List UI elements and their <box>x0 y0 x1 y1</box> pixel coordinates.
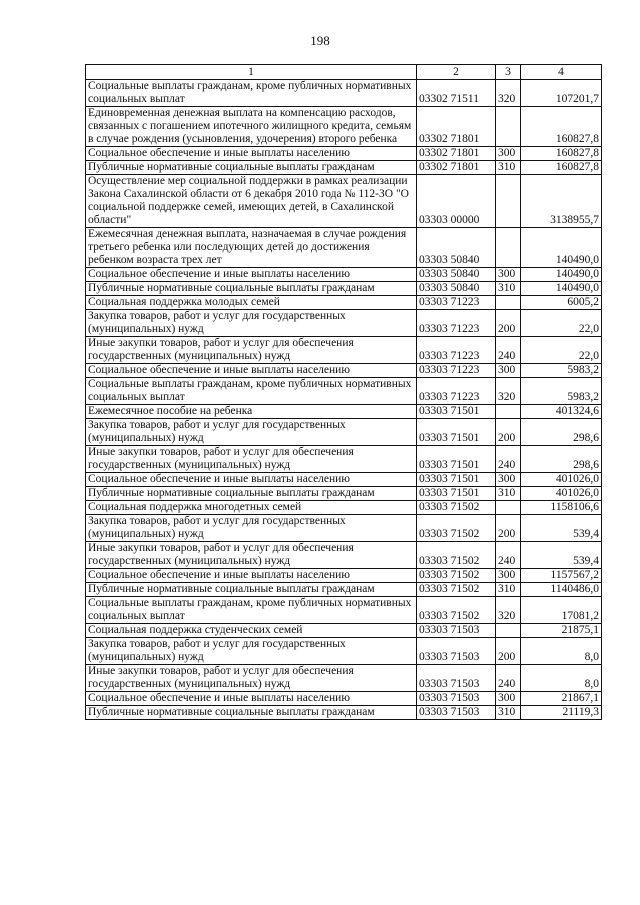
row-name: Социальные выплаты гражданам, кроме публичных нормативных социальных выплат <box>86 597 417 624</box>
row-code: 03303 71223 <box>417 337 496 364</box>
row-amount: 1158106,6 <box>521 501 602 515</box>
row-code: 03303 71503 <box>417 692 496 706</box>
table-row <box>86 419 602 446</box>
table-row <box>86 515 602 542</box>
row-code: 03303 71501 <box>417 405 496 419</box>
row-code: 03303 71223 <box>417 296 496 310</box>
row-name: Социальное обеспечение и иные выплаты населению <box>86 147 417 161</box>
table-row <box>86 692 602 706</box>
row-code: 03302 71801 <box>417 147 496 161</box>
row-type: 320 <box>496 80 521 107</box>
table-row <box>86 364 602 378</box>
row-name: Социальная поддержка студенческих семей <box>86 624 417 638</box>
row-name: Социальное обеспечение и иные выплаты населению <box>86 569 417 583</box>
row-name: Закупка товаров, работ и услуг для государственных (муниципальных) нужд <box>86 638 417 665</box>
row-type: 300 <box>496 268 521 282</box>
row-amount: 22,0 <box>521 337 602 364</box>
header-col-3: 3 <box>496 65 521 80</box>
row-amount: 298,6 <box>521 419 602 446</box>
row-type: 310 <box>496 161 521 175</box>
table-row <box>86 228 602 268</box>
table-row <box>86 337 602 364</box>
row-type: 320 <box>496 597 521 624</box>
row-amount: 107201,7 <box>521 80 602 107</box>
row-type: 240 <box>496 446 521 473</box>
row-code: 03303 71223 <box>417 378 496 405</box>
row-code: 03303 71503 <box>417 624 496 638</box>
header-col-4: 4 <box>521 65 602 80</box>
table-row <box>86 542 602 569</box>
row-name: Закупка товаров, работ и услуг для государственных (муниципальных) нужд <box>86 310 417 337</box>
row-name: Публичные нормативные социальные выплаты гражданам <box>86 487 417 501</box>
row-name: Иные закупки товаров, работ и услуг для обеспечения государственных (муниципальных) нужд <box>86 446 417 473</box>
row-amount: 6005,2 <box>521 296 602 310</box>
row-name: Социальные выплаты гражданам, кроме публичных нормативных социальных выплат <box>86 80 417 107</box>
row-code: 03303 71503 <box>417 638 496 665</box>
table-row <box>86 665 602 692</box>
row-name: Публичные нормативные социальные выплаты гражданам <box>86 583 417 597</box>
row-type <box>496 405 521 419</box>
table-row <box>86 638 602 665</box>
row-type: 300 <box>496 147 521 161</box>
table-row <box>86 473 602 487</box>
row-amount: 22,0 <box>521 310 602 337</box>
row-name: Закупка товаров, работ и услуг для государственных (муниципальных) нужд <box>86 419 417 446</box>
row-type: 240 <box>496 337 521 364</box>
table-row <box>86 706 602 720</box>
row-amount: 5983,2 <box>521 378 602 405</box>
row-name: Социальная поддержка молодых семей <box>86 296 417 310</box>
table-row <box>86 583 602 597</box>
row-name: Публичные нормативные социальные выплаты гражданам <box>86 282 417 296</box>
row-type: 200 <box>496 515 521 542</box>
table-row <box>86 80 602 107</box>
table-body <box>86 80 602 720</box>
row-name: Ежемесячное пособие на ребенка <box>86 405 417 419</box>
row-code: 03303 71501 <box>417 419 496 446</box>
row-amount: 140490,0 <box>521 282 602 296</box>
row-type: 240 <box>496 665 521 692</box>
row-amount: 8,0 <box>521 665 602 692</box>
row-code: 03303 71502 <box>417 569 496 583</box>
table-row <box>86 405 602 419</box>
row-type <box>496 296 521 310</box>
row-amount: 21875,1 <box>521 624 602 638</box>
row-code: 03303 71502 <box>417 515 496 542</box>
row-name: Осуществление мер социальной поддержки в рамках реализации Закона Сахалинской области от 6 декабря 2010 года № 112-ЗО "О социальной поддержке семей, имеющих детей, в Сахалинской области" <box>86 175 417 228</box>
row-amount: 17081,2 <box>521 597 602 624</box>
row-name: Иные закупки товаров, работ и услуг для обеспечения государственных (муниципальных) нужд <box>86 337 417 364</box>
row-code: 03303 71503 <box>417 706 496 720</box>
row-amount: 160827,8 <box>521 107 602 147</box>
row-name: Публичные нормативные социальные выплаты гражданам <box>86 161 417 175</box>
row-type: 300 <box>496 473 521 487</box>
row-type <box>496 501 521 515</box>
row-amount: 298,6 <box>521 446 602 473</box>
row-amount: 21119,3 <box>521 706 602 720</box>
row-amount: 401026,0 <box>521 473 602 487</box>
row-amount: 160827,8 <box>521 147 602 161</box>
row-code: 03303 71502 <box>417 542 496 569</box>
row-amount: 140490,0 <box>521 228 602 268</box>
row-type: 200 <box>496 310 521 337</box>
row-amount: 5983,2 <box>521 364 602 378</box>
row-amount: 8,0 <box>521 638 602 665</box>
row-code: 03303 71501 <box>417 446 496 473</box>
table-row <box>86 446 602 473</box>
table-row <box>86 569 602 583</box>
row-amount: 539,4 <box>521 515 602 542</box>
row-amount: 160827,8 <box>521 161 602 175</box>
row-amount: 3138955,7 <box>521 175 602 228</box>
table-row <box>86 310 602 337</box>
row-type: 300 <box>496 692 521 706</box>
row-code: 03303 50840 <box>417 282 496 296</box>
row-code: 03303 71502 <box>417 501 496 515</box>
row-type: 310 <box>496 487 521 501</box>
row-name: Иные закупки товаров, работ и услуг для обеспечения государственных (муниципальных) нужд <box>86 542 417 569</box>
row-type: 300 <box>496 364 521 378</box>
table-row <box>86 147 602 161</box>
row-type <box>496 228 521 268</box>
table-row <box>86 268 602 282</box>
row-name: Социальные выплаты гражданам, кроме публичных нормативных социальных выплат <box>86 378 417 405</box>
row-name: Социальное обеспечение и иные выплаты населению <box>86 692 417 706</box>
row-name: Ежемесячная денежная выплата, назначаемая в случае рождения третьего ребенка или последующих детей до достижения ребенком возраста трех лет <box>86 228 417 268</box>
table-row <box>86 597 602 624</box>
row-code: 03303 71502 <box>417 583 496 597</box>
row-name: Единовременная денежная выплата на компенсацию расходов, связанных с погашением ипотечного жилищного кредита, семьям в случае рождения (усыновления, удочерения) второго ребенка <box>86 107 417 147</box>
row-code: 03303 71502 <box>417 597 496 624</box>
row-name: Социальное обеспечение и иные выплаты населению <box>86 473 417 487</box>
row-type: 310 <box>496 583 521 597</box>
row-name: Публичные нормативные социальные выплаты гражданам <box>86 706 417 720</box>
row-type: 320 <box>496 378 521 405</box>
row-amount: 1157567,2 <box>521 569 602 583</box>
table-row <box>86 175 602 228</box>
row-name: Социальная поддержка многодетных семей <box>86 501 417 515</box>
table-row <box>86 378 602 405</box>
row-amount: 21867,1 <box>521 692 602 706</box>
row-amount: 1140486,0 <box>521 583 602 597</box>
table-row <box>86 501 602 515</box>
header-col-1: 1 <box>86 65 417 80</box>
row-amount: 401324,6 <box>521 405 602 419</box>
row-code: 03303 00000 <box>417 175 496 228</box>
row-code: 03302 71801 <box>417 161 496 175</box>
row-name: Социальное обеспечение и иные выплаты населению <box>86 268 417 282</box>
row-name: Социальное обеспечение и иные выплаты населению <box>86 364 417 378</box>
row-type: 310 <box>496 706 521 720</box>
row-amount: 401026,0 <box>521 487 602 501</box>
table-row <box>86 282 602 296</box>
table-header-row <box>86 65 602 80</box>
row-amount: 140490,0 <box>521 268 602 282</box>
row-code: 03303 71501 <box>417 473 496 487</box>
table-row <box>86 624 602 638</box>
budget-table <box>85 64 602 720</box>
table-row <box>86 296 602 310</box>
row-type: 200 <box>496 419 521 446</box>
row-type: 300 <box>496 569 521 583</box>
table-row <box>86 161 602 175</box>
page-number: 198 <box>310 33 330 48</box>
row-amount: 539,4 <box>521 542 602 569</box>
row-type: 200 <box>496 638 521 665</box>
row-type: 240 <box>496 542 521 569</box>
row-code: 03303 50840 <box>417 228 496 268</box>
row-name: Иные закупки товаров, работ и услуг для обеспечения государственных (муниципальных) нужд <box>86 665 417 692</box>
row-type: 310 <box>496 282 521 296</box>
table-row <box>86 107 602 147</box>
table-row <box>86 487 602 501</box>
row-name: Закупка товаров, работ и услуг для государственных (муниципальных) нужд <box>86 515 417 542</box>
row-type <box>496 175 521 228</box>
row-type <box>496 624 521 638</box>
row-code: 03302 71511 <box>417 80 496 107</box>
row-code: 03303 50840 <box>417 268 496 282</box>
row-code: 03303 71223 <box>417 364 496 378</box>
row-type <box>496 107 521 147</box>
row-code: 03303 71503 <box>417 665 496 692</box>
row-code: 03303 71501 <box>417 487 496 501</box>
row-code: 03302 71801 <box>417 107 496 147</box>
row-code: 03303 71223 <box>417 310 496 337</box>
header-col-2: 2 <box>417 65 496 80</box>
